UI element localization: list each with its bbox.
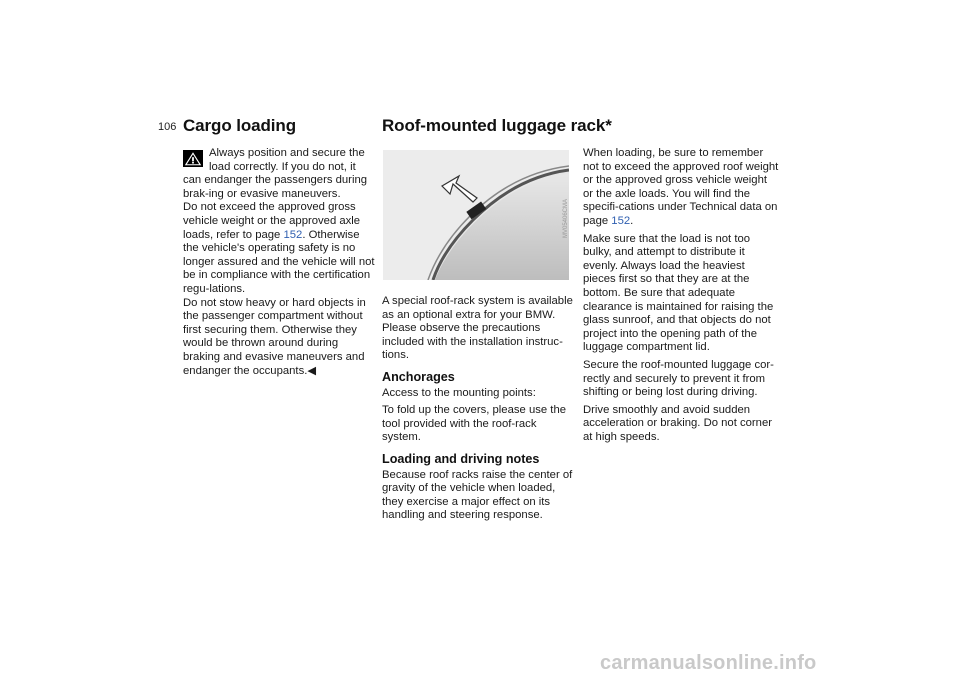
warning-text-a: Always position and secure the load correctly. If you do not, it can endanger the passengers during brak-ing or evasive maneuvers. xyxy=(183,147,368,200)
loading-notes-1-end: . xyxy=(630,214,634,227)
warning-text-b-body: Do not exceed the approved gross vehicle weight or the approved axle loads, refer to page xyxy=(183,201,361,241)
anchorages-text-1: Access to the mounting points: xyxy=(382,386,536,399)
anchorages-heading: Anchorages xyxy=(382,369,455,384)
section-title: Roof-mounted luggage rack* xyxy=(382,116,612,135)
loading-notes-4: Drive smoothly and avoid sudden acceleration or braking. Do not corner at high speeds. xyxy=(583,403,773,443)
loading-heading: Loading and driving notes xyxy=(382,451,540,466)
watermark: carmanualsonline.info xyxy=(600,652,817,674)
loading-notes-column xyxy=(583,147,779,448)
loading-text-1: Because roof racks raise the center of gravity of the vehicle when loaded, they exercise a major effect on its handling and steering response. xyxy=(382,468,573,522)
chapter-title: Cargo loading xyxy=(183,116,296,135)
warning-column xyxy=(183,147,377,378)
roof-rack-column xyxy=(382,295,578,527)
warning-text-b xyxy=(183,201,377,296)
warning-text-d-body: Do not stow heavy or hard objects in the passenger compartment without first securing them. Otherwise they would be thrown around during braking and evasive maneuvers and endanger the occupants. xyxy=(183,296,366,377)
end-mark-icon: ◀ xyxy=(307,364,317,377)
warning-text-d xyxy=(183,297,377,379)
page-link-152[interactable]: 152 xyxy=(283,228,303,241)
anchorages-text-2: To fold up the covers, please use the tool provided with the roof-rack system. xyxy=(382,404,567,444)
roof-rack-photo xyxy=(383,150,569,280)
loading-notes-3: Secure the roof-mounted luggage cor-rectly and securely to prevent it from shifting or being lost during driving. xyxy=(583,358,774,399)
page-number: 106 xyxy=(158,121,177,133)
loading-notes-1 xyxy=(583,147,779,229)
page-link-152-b[interactable]: 152 xyxy=(611,214,631,227)
roof-rack-intro: A special roof-rack system is available as an optional extra for your BMW. Please observe the precautions included with the installation instruc-tions. xyxy=(382,295,573,362)
image-code: MV05406CMA xyxy=(563,198,569,238)
warning-text-c: . Otherwise the vehicle's operating safety is no longer assured and the vehicle will not be in compliance with the certification regu-lations. xyxy=(183,228,375,295)
warning-triangle-icon xyxy=(183,150,203,167)
loading-notes-1-body: When loading, be sure to remember not to exceed the approved roof weight or the approved gross vehicle weight or the axle loads. You will find the specifi-cations under Technical data on page xyxy=(583,147,779,227)
loading-notes-2: Make sure that the load is not too bulky, and attempt to distribute it evenly. Always load the heaviest pieces first so that they are at the bottom. Be sure that adequate clearance is maintained for raising the glass sunroof, and that objects do not project into the opening path of the luggage compartment lid. xyxy=(583,232,774,354)
